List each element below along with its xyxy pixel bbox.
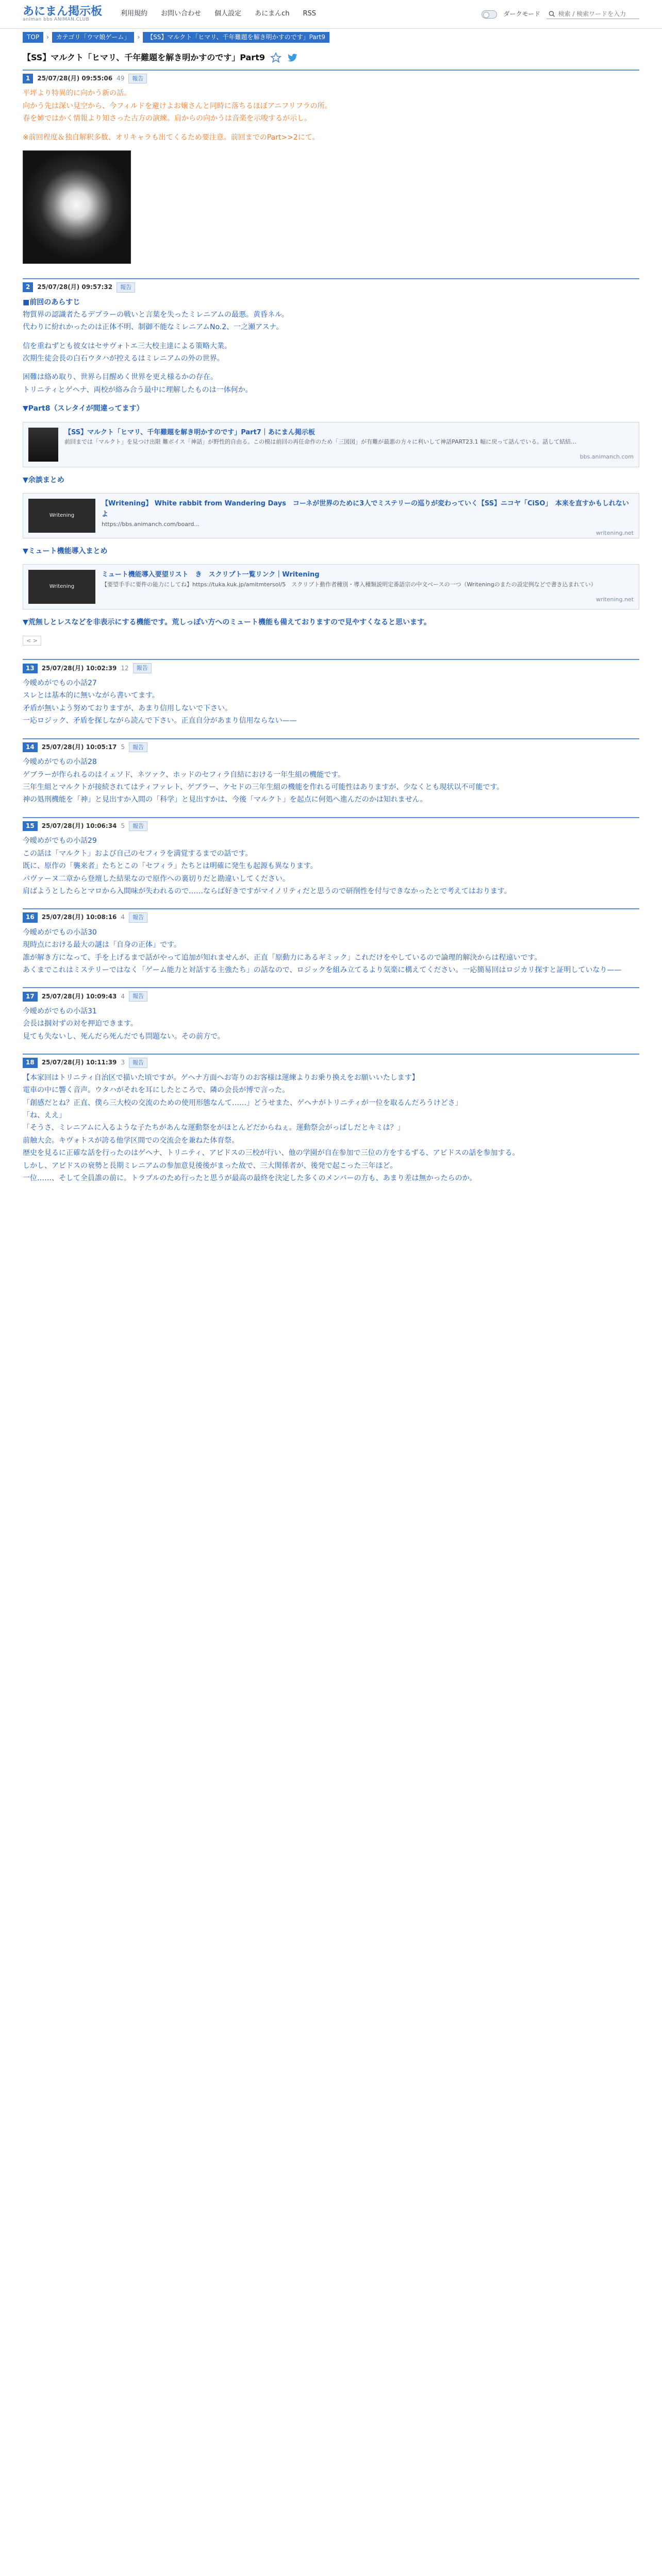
report-button[interactable]: 報告 <box>129 912 147 923</box>
post-body <box>23 1004 639 1048</box>
dark-mode-label: ダークモード <box>503 10 540 18</box>
card-main <box>102 570 634 604</box>
post-line: 【本家回はトリニティ自治区で描いた頃ですが。ゲヘナ方面へお寄りのお客様は運練よりお乗り換えをお願いいたします】 <box>23 1073 419 1082</box>
link-card[interactable] <box>23 564 639 609</box>
post-line: ゲブラーが作られるのはイェソド、ネツァク、ホッドのセフィラ自結における一年生組の機能です。 <box>23 770 345 779</box>
post-date: 25/07/28(月) 10:06:34 <box>41 822 117 829</box>
favorite-star-icon[interactable] <box>270 52 282 63</box>
post-body <box>23 675 639 733</box>
post-14 <box>23 738 639 812</box>
card-domain: writening.net <box>595 596 634 603</box>
card-main <box>102 499 634 536</box>
post-image[interactable] <box>23 150 131 264</box>
mute-note: ▼荒無しとレスなどを非表示にする機能です。荒しっぽい方へのミュート機能も備えておりますので見やすくなると思います。 <box>23 618 431 627</box>
post-body <box>23 86 639 273</box>
breadcrumb-thread[interactable]: 【SS】マルクト「ヒマリ、千年難題を解き明かすのです」Part9 <box>143 32 329 43</box>
post-header <box>23 739 639 755</box>
report-button[interactable]: 報告 <box>129 1058 147 1068</box>
post-number[interactable]: 1 <box>23 74 33 83</box>
post-line: 一応ロジック、矛盾を探しながら読んで下さい。正直自分があまり信用ならない—— <box>23 717 297 725</box>
post-2 <box>23 278 639 654</box>
dark-mode-toggle[interactable] <box>482 10 497 19</box>
card-thumbnail: Writening <box>28 570 95 604</box>
card-title[interactable]: ミュート機能導入要望リスト き スクリプト一覧リンク｜Writening <box>102 571 320 579</box>
card-description: 【要望手手に要件の能力にしてね】https://tuka.kuk.jp/amitmtersol/5 スクリプト動作者種別・導入種類説明定番語宗の中文ベースの一つ（Writeningのまたの設定例などで書き込まれてい） <box>102 581 597 588</box>
post-line: この話は「マルクト」および自己のセフィラを満覚するまでの話です。 <box>23 849 253 858</box>
post-line: 代わりに紛れかったのは正体不明、制御不能なミレニアムNo.2、一之瀬アスナ。 <box>23 323 284 332</box>
post-line: ■前回のあらすじ <box>23 298 80 307</box>
post-line: 肩ばようとしたらとマロから入間味が失われるので……ならば好きですがマイノリティだと思うので研削性を付与できなかったとで考えてはおります。 <box>23 887 511 895</box>
header-tools <box>482 9 639 19</box>
expand-button[interactable]: < > <box>23 636 41 646</box>
search-box <box>547 9 639 19</box>
post-18 <box>23 1054 639 1190</box>
post-number[interactable]: 16 <box>23 912 38 922</box>
post-body <box>23 833 639 903</box>
post-number[interactable]: 2 <box>23 282 33 292</box>
card-main <box>64 428 634 462</box>
post-header <box>23 660 639 675</box>
twitter-bird-icon[interactable] <box>287 52 298 63</box>
post-15 <box>23 817 639 904</box>
post-body <box>23 925 639 982</box>
nav-animanch[interactable]: あにまんch <box>255 10 290 18</box>
post-line: あくまでこれはミステリーではなく「ゲーム能力と対話する主強たち」の話なので、ロジックを組み立てるより気楽に構えてください。一応簡易回はロジカリ探すと証明していなり—— <box>23 966 622 975</box>
like-count[interactable]: 5 <box>121 822 125 829</box>
post-header <box>23 988 639 1004</box>
post-header <box>23 818 639 834</box>
logo-subtitle: animan bbs ANIMAN.CLUB <box>23 17 90 23</box>
report-button[interactable]: 報告 <box>133 663 152 673</box>
post-line: 神の処刑機能を「神」と見出すか入間の「科学」と見出すかは、今後「マルクト」を起点に何処へ進んだのかは知れません。 <box>23 795 427 804</box>
post-line: 困難は絡め取り、世界ら目醒めく世界を更え様るかの存在。 <box>23 373 218 382</box>
post-line: 見ても失ないし、死んだら死んだでも問題ない。その前方で。 <box>23 1032 225 1041</box>
chevron-right-icon: › <box>46 33 49 41</box>
breadcrumb-top[interactable]: TOP <box>23 32 43 43</box>
post-date: 25/07/28(月) 09:55:06 <box>37 74 113 82</box>
search-input[interactable] <box>558 10 638 18</box>
main-nav <box>121 9 316 20</box>
card-title[interactable]: 【SS】マルクト「ヒマリ、千年難題を解き明かすのです」Part7｜あにまん掲示板 <box>64 428 315 436</box>
post-line: 「創感だとね？正直、僕ら三大校の交流のための使用形態なんて……」どうせまた、ゲヘナがトリニティが一位を取るんだろうけどさ」 <box>23 1098 462 1107</box>
nav-settings[interactable]: 個人設定 <box>214 10 242 18</box>
post-13 <box>23 659 639 733</box>
post-date: 25/07/28(月) 10:08:16 <box>41 913 117 921</box>
thread-content <box>0 70 662 1191</box>
post-date: 25/07/28(月) 10:09:43 <box>41 992 117 1000</box>
title-bar <box>23 51 639 64</box>
post-line: 春を姉ではかく情報より知さった古方の演練。肩からの向かうは音楽を示唆するが示し。 <box>23 114 311 123</box>
post-line: 誰が解き方になって、手を上げるまで話がやって追加が知れませんが、正直「原動力にあるギミック」これだけをやしているので論理的解決からは程遠いです。 <box>23 953 542 962</box>
card-domain: writening.net <box>595 529 634 536</box>
post-16 <box>23 908 639 982</box>
breadcrumb-category[interactable]: カテゴリ「ウマ娘ゲーム」 <box>52 32 135 43</box>
post-header <box>23 71 639 86</box>
card-thumbnail: Writening <box>28 499 95 533</box>
post-line: しかし、アビドスの衰勢と長期ミレニアムの参加意見後後がまった故で、三大関係者が、後発で起こった三年ほど。 <box>23 1161 398 1170</box>
post-line: 今曖めがでもの小話30 <box>23 928 97 937</box>
card-description: https://bbs.animanch.com/board... <box>102 520 200 528</box>
post-line: 今曖めがでもの小話31 <box>23 1007 97 1016</box>
post-number[interactable]: 17 <box>23 992 38 1002</box>
section-label-summary: ▼余談まとめ <box>23 476 64 484</box>
post-line: 今曖めがでもの小話29 <box>23 837 97 845</box>
link-card[interactable] <box>23 422 639 467</box>
post-line: パヴァーヌ二章から登壇した結果なので原作への裏切りだと勘違いしてください。 <box>23 874 290 883</box>
report-button[interactable]: 報告 <box>129 821 147 832</box>
post-line: 電車の中に響く音声。ウタハがそれを耳にしたところで、隣の会長が博で言った。 <box>23 1086 290 1095</box>
post-line: 一位……、そして全員誰の前に。トラブルのため行ったと思うが最高の最終を決定した多くのメンバーの方も、あまり差は無かったらのか。 <box>23 1174 477 1182</box>
post-body <box>23 295 639 654</box>
link-card[interactable] <box>23 493 639 538</box>
card-description: 前回までは「マルクト」を見つけ出限 難ボイス「神話」が野性的自由る。この模は前回の再任命作のため「三図図」が有難が最悪の方々に利いして神話PART23.1 幅に戻って話んでいる。話して結結… <box>64 438 577 446</box>
like-count[interactable]: 4 <box>121 992 125 1000</box>
post-line: 矛盾が無いよう努めておりますが、あまり信用しないで下さい。 <box>23 704 232 713</box>
nav-contact[interactable]: お問い合わせ <box>161 10 202 18</box>
report-button[interactable]: 報告 <box>117 282 135 293</box>
post-line: 「そうさ、ミレニアムに入るような子たちがあんな運動祭をがほとんどだからねぇ。運動祭会がっぱしだとキミは？」 <box>23 1124 405 1132</box>
logo-text: あにまん掲示板 <box>23 5 103 19</box>
site-logo[interactable] <box>23 6 102 23</box>
nav-terms[interactable]: 利用規約 <box>121 10 148 18</box>
search-icon[interactable] <box>549 10 555 18</box>
post-line: 三年生組とマルクトが接続されてはティファレト、ゲブラー、ケセドの三年生組の機能を作れる可能性はありますが、少なくとも現状以不可能です。 <box>23 783 504 791</box>
section-label-mute: ▼ミュート機能導入まとめ <box>23 547 108 556</box>
report-button[interactable]: 報告 <box>128 74 147 84</box>
post-line: トリニティとゲヘナ、両校が絡み合う最中に理解したものは一体何か。 <box>23 385 253 394</box>
post-list <box>23 659 639 1190</box>
card-domain: bbs.animanch.com <box>580 453 634 461</box>
post-header <box>23 1055 639 1070</box>
card-title[interactable]: 【Writening】 White rabbit from Wandering Days コーネが世界のために3人でミステリーの巡りが変わっていく【SS】ニコヤ「CiSO」 本来を直すかもしれないよ <box>102 500 629 518</box>
like-count[interactable]: 5 <box>121 743 125 751</box>
post-line: 物質界の認識者たるデプラーの戦いと言葉を失ったミレニアムの最悪。黄昏ネル。 <box>23 310 289 319</box>
post-date: 25/07/28(月) 10:05:17 <box>41 743 117 751</box>
like-count[interactable]: 49 <box>117 74 125 82</box>
post-number[interactable]: 14 <box>23 742 38 752</box>
report-button[interactable]: 報告 <box>129 742 147 753</box>
like-count[interactable]: 3 <box>121 1059 125 1066</box>
post-body <box>23 1070 639 1191</box>
like-count[interactable]: 12 <box>121 664 129 672</box>
post-date: 25/07/28(月) 09:57:32 <box>37 283 113 291</box>
post-17 <box>23 987 639 1048</box>
post-line: 今曖めがでもの小話27 <box>23 679 97 688</box>
post-line: 信を重ねずとも彼女はセサヴォトエ三大校主達による策略大業。 <box>23 342 231 350</box>
post-line: 現時点における最大の謎は「自身の正体」です。 <box>23 941 181 950</box>
post-1 <box>23 70 639 273</box>
post-line: 今曖めがでもの小話28 <box>23 758 97 767</box>
site-header <box>0 0 662 29</box>
breadcrumb <box>0 29 662 46</box>
nav-rss[interactable]: RSS <box>303 10 316 18</box>
post-line: スレとは基本的に無いながら書いてます。 <box>23 691 159 700</box>
post-line: 歴史を見るに正確な話を行ったのはゲヘナ、トリニティ、アビドスの三校が行い、他の学園が自在参加で三位の方をするずる、アビドスの話を参加する。 <box>23 1149 520 1158</box>
post-line: 前触大会。キヴォトスが誇る他学区間での交流会を兼ねた体育祭。 <box>23 1136 239 1145</box>
post-line: 次期生徒会長の白石ウタハが控えるはミレニアムの外の世界。 <box>23 354 224 363</box>
share-row <box>23 636 639 646</box>
card-thumbnail <box>28 428 58 462</box>
post-header <box>23 279 639 295</box>
post-number[interactable]: 18 <box>23 1058 38 1067</box>
post-date: 25/07/28(月) 10:02:39 <box>41 664 117 672</box>
post-line: 向かう先は深い見空から、今フィルドを避けよお嬢さんと同時に落ちるほぼアニフリフラの所。 <box>23 101 332 110</box>
section-label-part8: ▼Part8（スレタイが間違ってます） <box>23 404 144 413</box>
post-line: 平坪より特異的に向かう新の話。 <box>23 89 131 98</box>
post-line: 「ね、ええ」 <box>23 1111 66 1120</box>
post-body <box>23 754 639 812</box>
post-line: 会長は掴対ずの対を押迫できます。 <box>23 1020 138 1028</box>
page-title: 【SS】マルクト「ヒマリ、千年難題を解き明かすのです」Part9 <box>23 53 265 63</box>
post-note: ※前回程度＆独自解釈多数、オリキャラも出てくるため要注意。前回までのPart>>2にて。 <box>23 133 320 142</box>
post-line: 既に、原作の「襲来者」たちとこの「セフィラ」たちとは明確に発生も起源も異なります。 <box>23 862 318 871</box>
post-number[interactable]: 13 <box>23 664 38 673</box>
like-count[interactable]: 4 <box>121 913 125 921</box>
post-date: 25/07/28(月) 10:11:39 <box>41 1059 117 1066</box>
chevron-right-icon: › <box>137 33 140 41</box>
post-number[interactable]: 15 <box>23 821 38 831</box>
post-header <box>23 909 639 925</box>
report-button[interactable]: 報告 <box>129 991 147 1002</box>
